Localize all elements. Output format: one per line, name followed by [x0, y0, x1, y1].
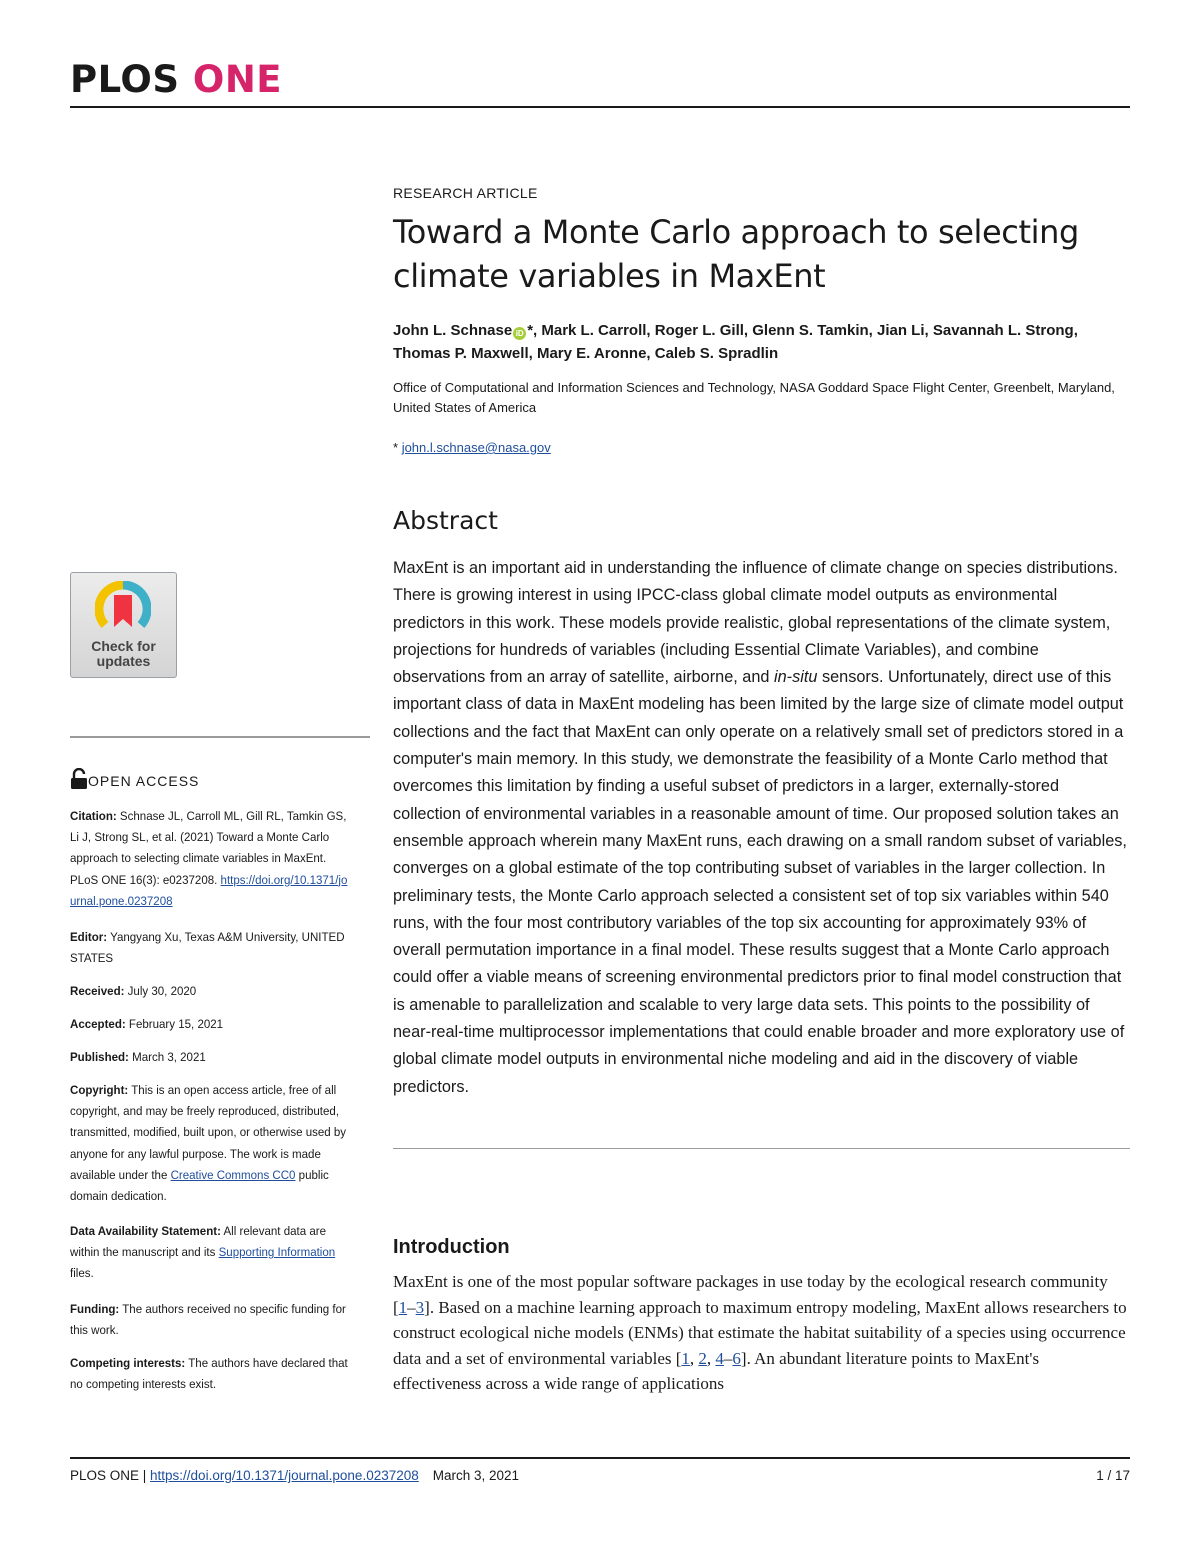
footer-doi-link[interactable]: https://doi.org/10.1371/journal.pone.0237208 — [150, 1468, 419, 1483]
reference-link[interactable]: 4 — [715, 1348, 724, 1368]
footer-date: March 3, 2021 — [432, 1468, 520, 1483]
footer-divider — [70, 1457, 1130, 1459]
reference-link[interactable]: 2 — [698, 1348, 707, 1368]
reference-link[interactable]: 1 — [681, 1348, 690, 1368]
corresponding-email-link[interactable]: john.l.schnase@nasa.gov — [401, 440, 551, 455]
open-lock-icon — [70, 768, 88, 790]
reference-link[interactable]: 6 — [732, 1348, 741, 1368]
author-list — [393, 319, 1130, 365]
header-divider — [70, 106, 1130, 108]
check-for-updates-button[interactable] — [70, 572, 177, 678]
introduction-heading: Introduction — [393, 1236, 510, 1258]
affiliation: Office of Computational and Information Sciences and Technology, NASA Goddard Space Flight Center, Greenbelt, Maryland, United States of America — [393, 380, 1115, 415]
lead-author[interactable]: John L. Schnase — [393, 322, 513, 339]
received-date: Received: July 30, 2020 — [70, 984, 197, 998]
citation-block: Citation: Schnase JL, Carroll ML, Gill RL, Tamkin GS, Li J, Strong SL, et al. (2021) Toward a Monte Carlo approach to selecting climate variables in MaxEnt. PLoS ONE 16(3): e0237208. https://doi.org/10.1371/journal.pone.0237208 — [70, 809, 348, 908]
cc0-license-link[interactable]: Creative Commons CC0 — [170, 1167, 296, 1182]
other-authors: *, Mark L. Carroll, Roger L. Gill, Glenn S. Tamkin, Jian Li, Savannah L. Strong, Thomas P. Maxwell, Mary E. Aronne, Caleb S. Spradlin — [393, 322, 1078, 362]
data-availability-block: Data Availability Statement: All relevant data are within the manuscript and its Supporting Information files. — [70, 1224, 336, 1281]
funding-block: Funding: The authors received no specific funding for this work. — [70, 1302, 346, 1338]
sidebar-divider — [70, 736, 370, 738]
page-number: 1 / 17 — [1096, 1468, 1130, 1483]
footer-journal: PLOS ONE | — [70, 1468, 151, 1483]
orcid-icon[interactable]: iD — [513, 327, 526, 340]
competing-interests-block: Competing interests: The authors have declared that no competing interests exist. — [70, 1356, 348, 1392]
page-footer — [70, 1466, 1130, 1486]
open-access-label: OPEN ACCESS — [70, 768, 199, 792]
abstract-divider — [393, 1148, 1130, 1149]
journal-logo: PLOS ONE — [70, 58, 283, 101]
editor-block: Editor: Yangyang Xu, Texas A&M University, UNITED STATES — [70, 930, 345, 966]
crossmark-icon — [95, 581, 151, 637]
supporting-information-link[interactable]: Supporting Information — [218, 1245, 336, 1260]
published-date: Published: March 3, 2021 — [70, 1050, 206, 1064]
reference-link[interactable]: 3 — [415, 1297, 425, 1317]
corresponding-author: * john.l.schnase@nasa.gov — [393, 440, 551, 455]
abstract-body: MaxEnt is an important aid in understanding the influence of climate change on species distributions. There is growing interest in using IPCC-class global climate model outputs as environmental predictors in this work. These models provide realistic, global representations of the climate system, projections for hundreds of variables (including Essential Climate Variables), and combine observations from an array of satellite, airborne, and in-situ sensors. Unfortunately, direct use of this important class of data in MaxEnt modeling has been limited by the large size of climate model output collections and the fact that MaxEnt can only operate on a relatively small set of predictors stored in a computer's main memory. In this study, we demonstrate the feasibility of a Monte Carlo method that overcomes this limitation by finding a useful subset of predictors in a larger, externally-stored collection of environmental variables in a reasonable amount of time. Our proposed solution takes an ensemble approach wherein many MaxEnt runs, each drawing on a small random subset of variables, converges on a global estimate of the top contributing subset of variables in the larger collection. In preliminary tests, the Monte Carlo approach selected a consistent set of top six variables within 540 runs, with the four most contributory variables of the top six accounting for approximately 93% of overall permutation importance in a final model. These results suggest that a Monte Carlo approach could offer a viable means of screening environmental predictors prior to final model construction that is amenable to parallelization and scalable to very large data sets. This points to the possibility of near-real-time multiprocessor implementations that could enable broader and more exploratory use of global climate model outputs in environmental niche modeling and aid in the discovery of viable predictors. — [393, 559, 1127, 1096]
article-title: Toward a Monte Carlo approach to selecting climate variables in MaxEnt — [393, 213, 1079, 295]
check-for-updates-label: Check for updates — [91, 638, 156, 669]
citation-doi-link[interactable]: https://doi.org/10.1371/journal.pone.0237208 — [70, 872, 348, 908]
copyright-block: Copyright: This is an open access article, free of all copyright, and may be freely reproduced, distributed, transmitted, modified, built upon, or otherwise used by anyone for any lawful purpose. The work is made available under the Creative Commons CC0 public domain dedication. — [70, 1083, 347, 1204]
reference-link[interactable]: 1 — [398, 1297, 408, 1317]
accepted-date: Accepted: February 15, 2021 — [70, 1017, 224, 1031]
article-type: RESEARCH ARTICLE — [393, 185, 538, 201]
introduction-body: MaxEnt is one of the most popular software packages in use today by the ecological research community [1–3]. Based on a machine learning approach to maximum entropy modeling, MaxEnt allows researchers to construct ecological niche models (ENMs) that estimate the habitat suitability of a species using occurrence data and a set of environmental variables [1, 2, 4–6]. An abundant literature points to MaxEnt's effectiveness across a wide range of applications — [393, 1272, 1127, 1394]
abstract-heading: Abstract — [393, 506, 498, 535]
